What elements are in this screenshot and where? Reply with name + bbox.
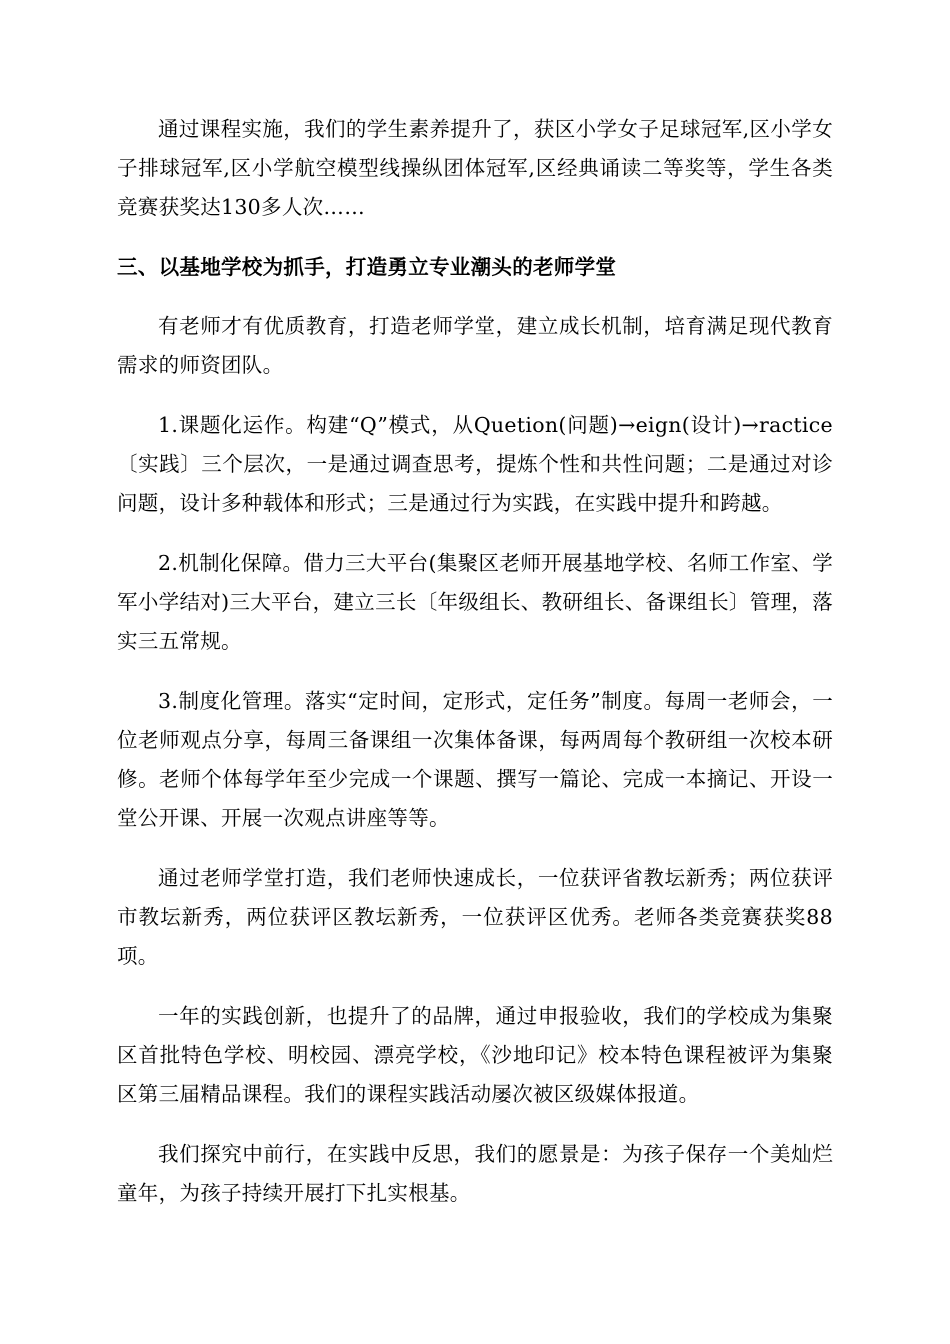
paragraph-vision: 我们探究中前行，在实践中反思，我们的愿景是：为孩子保存一个美灿烂童年，为孩子持续开展打下扎实根基。 [117,1142,833,1205]
paragraph-mechanism-guarantee: 2.机制化保障。借力三大平台(集聚区老师开展基地学校、名师工作室、学军小学结对)三大平台，建立三长〔年级组长、教研组长、备课组长〕管理，落实三五常规。 [117,551,833,653]
paragraph-institutional-management: 3.制度化管理。落实“定时间，定形式，定任务”制度。每周一老师会，一位老师观点分享，每周三备课组一次集体备课，每两周每个教研组一次校本研修。老师个体每学年至少完成一个课题、撰写一篇论、完成一本摘记、开设一堂公开课、开展一次观点讲座等等。 [117,689,833,830]
paragraph-teacher-growth: 通过老师学堂打造，我们老师快速成长，一位获评省教坛新秀；两位获评市教坛新秀，两位获评区教坛新秀，一位获评区优秀。老师各类竞赛获奖88项。 [117,866,833,968]
document-body [117,110,833,1234]
paragraph-topic-operation: 1.课题化运作。构建“Q”模式，从Quetion(问题)→eign(设计)→ractice〔实践〕三个层次，一是通过调查思考，提炼个性和共性问题；二是通过对诊问题，设计多种载体和形式；三是通过行为实践，在实践中提升和跨越。 [117,413,833,515]
paragraph-student-achievements: 通过课程实施，我们的学生素养提升了，获区小学女子足球冠军,区小学女子排球冠军,区小学航空模型线操纵团体冠军,区经典诵读二等奖等，学生各类竞赛获奖达130多人次…… [117,117,833,219]
section-heading: 三、以基地学校为抓手，打造勇立专业潮头的老师学堂 [117,255,617,279]
paragraph-school-brand: 一年的实践创新，也提升了的品牌，通过申报验收，我们的学校成为集聚区首批特色学校、明校园、漂亮学校，《沙地印记》校本特色课程被评为集聚区第三届精品课程。我们的课程实践活动屡次被区级媒体报道。 [117,1004,833,1106]
paragraph-teacher-academy-intro: 有老师才有优质教育，打造老师学堂，建立成长机制，培育满足现代教育需求的师资团队。 [117,314,833,377]
